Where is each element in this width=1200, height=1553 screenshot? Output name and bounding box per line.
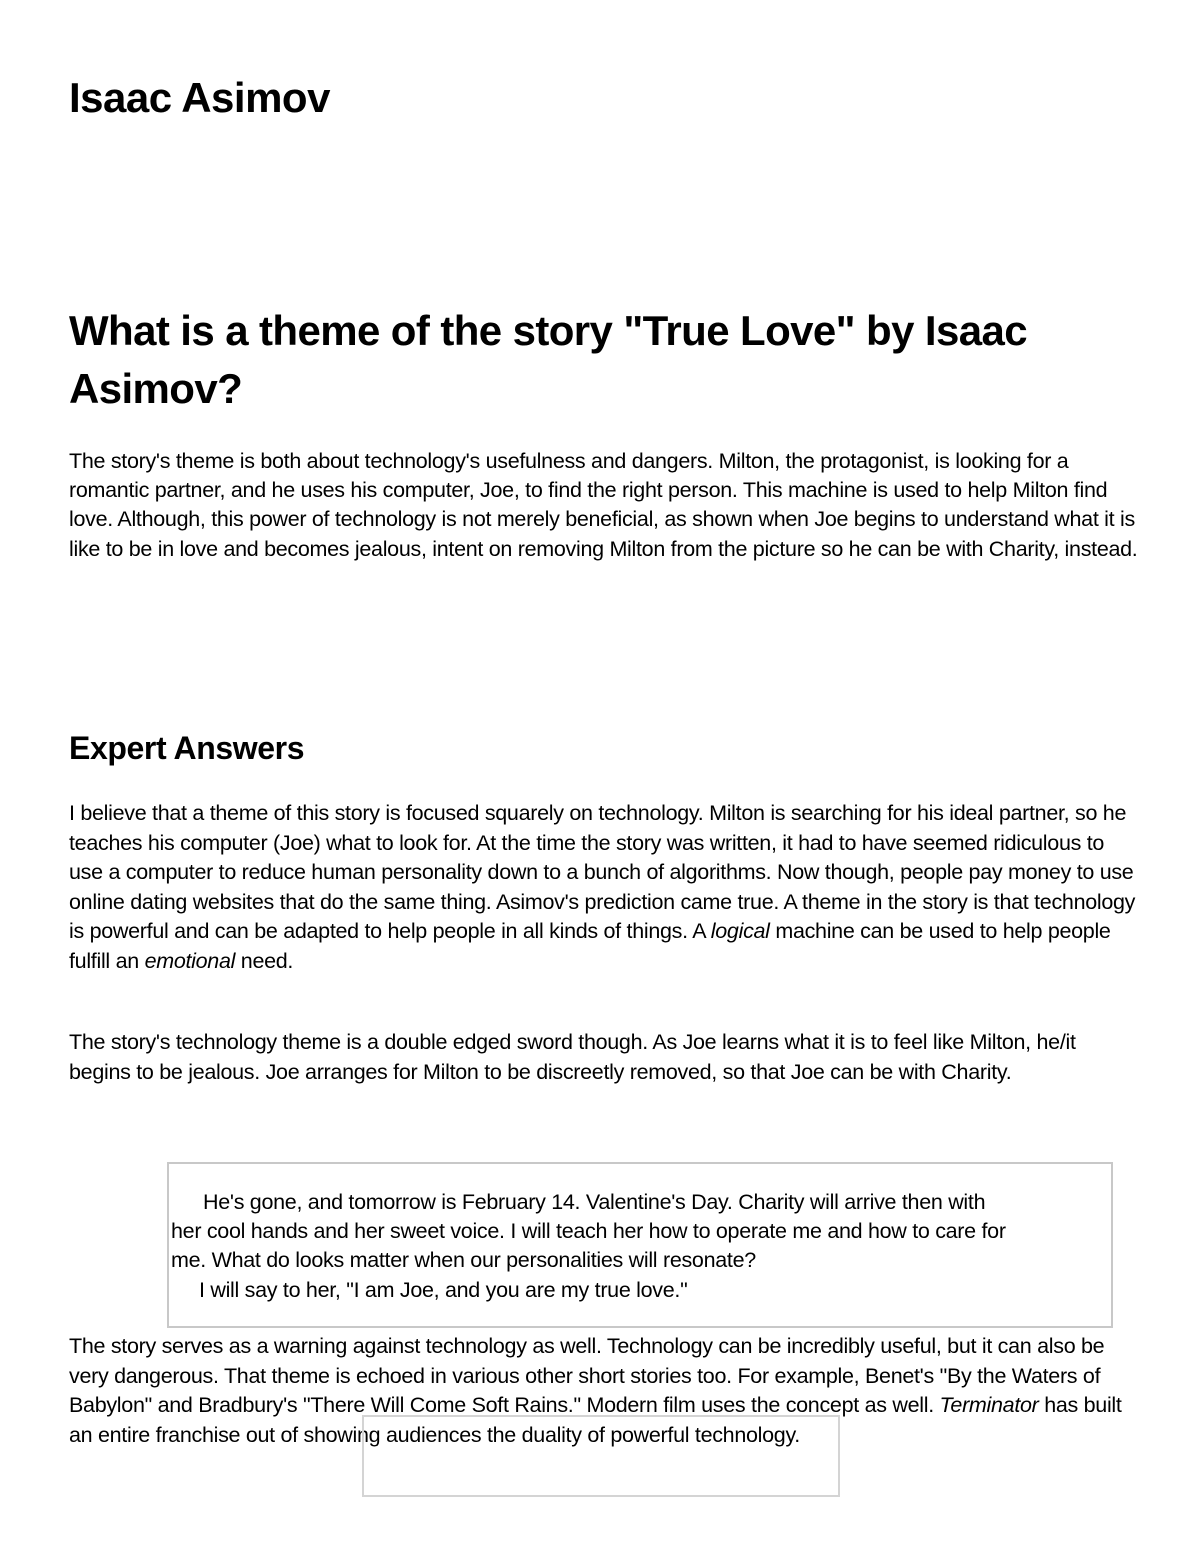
- emphasis-logical: logical: [710, 919, 770, 944]
- answer-paragraph-3-text-b: has built an entire franchise out of showing audiences the duality of powerful technology.: [69, 1393, 1122, 1447]
- question-title: What is a theme of the story "True Love" by Isaac Asimov?: [69, 307, 1028, 412]
- answer-paragraph-3-text-a: The story serves as a warning against technology as well. Technology can be incredibly useful, but it can also be very dangerous. That theme is echoed in various other short stories too. For example, Benet's "By the Waters of Babylon" and Bradbury's "There Will Come Soft Rains." Modern film uses the concept as well.: [69, 1334, 1105, 1418]
- quote-line: me. What do looks matter when our personalities will resonate?: [171, 1248, 756, 1273]
- empty-outline-box: [362, 1415, 840, 1497]
- question-summary: The story's theme is both about technology's usefulness and dangers. Milton, the protagonist, is looking for a romantic partner, and he uses his computer, Joe, to find the right person. This machine is used to help Milton find love. Although, this power of technology is not merely beneficial, as shown when Joe begins to understand what it is like to be in love and becomes jealous, intent on removing Milton from the picture so he can be with Charity, instead.: [69, 449, 1138, 561]
- story-quote-block: [167, 1162, 1113, 1328]
- emphasis-terminator: Terminator: [939, 1393, 1039, 1418]
- quote-line: her cool hands and her sweet voice. I will teach her how to operate me and how to care for: [171, 1218, 1006, 1243]
- answer-paragraph-1-text-a: I believe that a theme of this story is focused squarely on technology. Milton is searching for his ideal partner, so he teaches his computer (Joe) what to look for. At the time the story was written, it had to have seemed ridiculous to use a computer to reduce human personality down to a bunch of algorithms. Now though, people pay money to use online dating websites that do the same thing. Asimov's prediction came true. A theme in the story is that technology is powerful and can be adapted to help people in all kinds of things. A: [69, 801, 1136, 944]
- answer-paragraph-1-text-b: machine can be used to help people fulfill an: [69, 919, 1111, 973]
- answer-paragraph-1: [69, 799, 1139, 977]
- expert-answers-heading: Expert Answers: [69, 730, 305, 766]
- quote-line: He's gone, and tomorrow is February 14. Valentine's Day. Charity will arrive then with: [203, 1189, 986, 1214]
- quote-line: I will say to her, "I am Joe, and you are my true love.": [199, 1277, 688, 1302]
- answer-paragraph-1-text-c: need.: [235, 948, 294, 973]
- emphasis-emotional: emotional: [144, 948, 236, 973]
- site-title: Isaac Asimov: [69, 74, 330, 121]
- answer-paragraph-2: The story's technology theme is a double edged sword though. As Joe learns what it is to feel like Milton, he/it begins to be jealous. Joe arranges for Milton to be discreetly removed, so that Joe can be with Charity.: [69, 1030, 1076, 1084]
